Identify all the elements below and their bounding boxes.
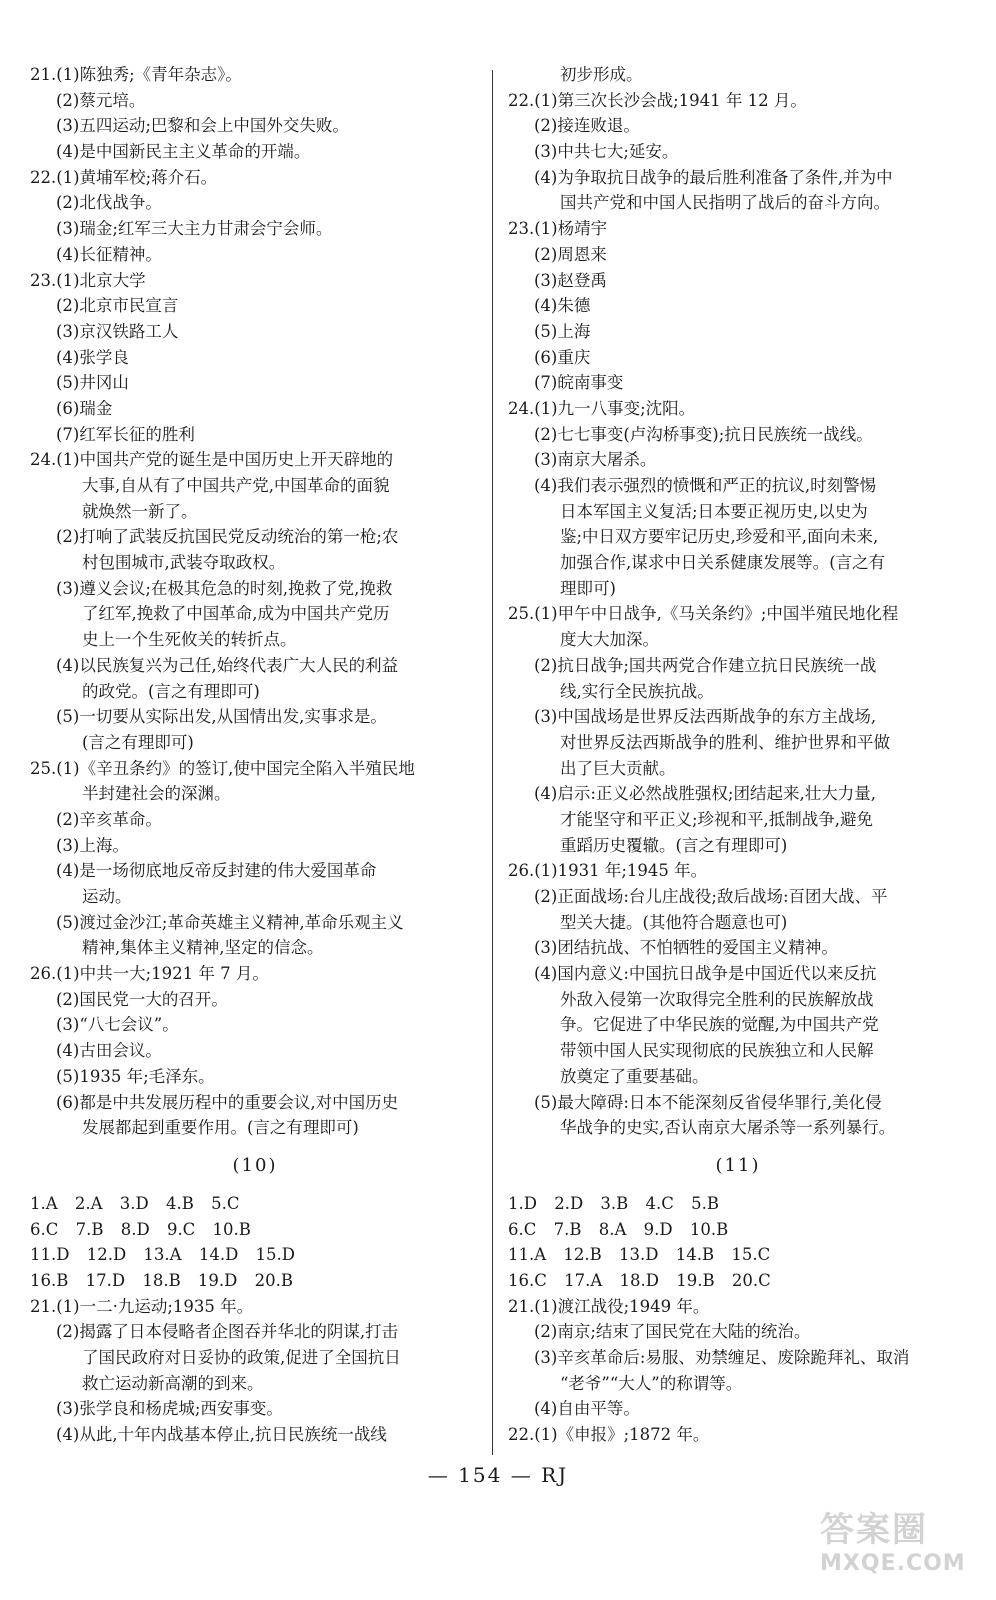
answer-line: (7)红军长征的胜利 bbox=[56, 424, 195, 444]
section-heading: (11) bbox=[715, 1154, 761, 1176]
answer-line: 重蹈历史覆辙。(言之有理即可) bbox=[560, 835, 788, 855]
answer-line: 了国民政府对日妥协的政策,促进了全国抗日 bbox=[82, 1348, 401, 1367]
answer-line: 对世界反法西斯战争的胜利、维护世界和平做 bbox=[560, 732, 890, 752]
page-footer: — 154 — RJ bbox=[427, 1463, 569, 1487]
answer-line: 运动。 bbox=[82, 887, 132, 906]
answer-line: 23.(1)杨靖宇 bbox=[508, 219, 608, 239]
answer-line: (2)辛亥革命。 bbox=[56, 809, 162, 829]
answer-line: (2)七七事变(卢沟桥事变);抗日民族统一战线。 bbox=[534, 424, 873, 444]
choice-answers-row: 6.C 7.B 8.A 9.D 10.B bbox=[508, 1219, 729, 1239]
answer-line: 发展都起到重要作用。(言之有理即可) bbox=[82, 1118, 359, 1138]
answer-line: (5)1935 年;毛泽东。 bbox=[56, 1066, 215, 1086]
answer-line: (6)重庆 bbox=[534, 347, 591, 367]
answer-line: 争。它促进了中华民族的觉醒,为中国共产党 bbox=[560, 1015, 879, 1035]
answer-line: 鉴;中日双方要牢记历史,珍爱和平,面向未来, bbox=[560, 527, 879, 547]
answer-line: (3)南京大屠杀。 bbox=[534, 450, 657, 470]
answer-line: (2)蔡元培。 bbox=[56, 90, 146, 110]
answer-line: 26.(1)1931 年;1945 年。 bbox=[508, 861, 708, 881]
answer-line: 半封建社会的深渊。 bbox=[82, 784, 231, 804]
answer-line: 22.(1)第三次长沙会战;1941 年 12 月。 bbox=[508, 90, 807, 110]
answer-line: (5)上海 bbox=[534, 321, 591, 341]
answer-line: (2)接连败退。 bbox=[534, 116, 640, 136]
answer-line: (2)周恩来 bbox=[534, 244, 607, 264]
choice-answers-row: 16.B 17.D 18.B 19.D 20.B bbox=[30, 1270, 294, 1290]
answer-line: 大事,自从有了中国共产党,中国革命的面貌 bbox=[82, 476, 390, 495]
answer-line: 度大大加深。 bbox=[560, 630, 659, 650]
answer-line: 华战争的史实,否认南京大屠杀等一系列暴行。 bbox=[560, 1118, 896, 1138]
watermark-url: MXQE.COM bbox=[820, 1551, 966, 1576]
answer-line: (3)“八七会议”。 bbox=[56, 1015, 179, 1035]
answer-line: 型关大捷。(其他符合题意也可) bbox=[560, 912, 788, 932]
answer-line: (4)长征精神。 bbox=[56, 244, 162, 264]
answer-line: (4)我们表示强烈的愤慨和严正的抗议,时刻警惕 bbox=[534, 476, 877, 495]
answer-line: (4)张学良 bbox=[56, 347, 129, 367]
choice-answers-row: 16.C 17.A 18.D 19.B 20.C bbox=[508, 1270, 771, 1290]
answer-line: (7)皖南事变 bbox=[534, 373, 624, 393]
answer-line: (3)京汉铁路工人 bbox=[56, 321, 179, 341]
answer-line: (2)打响了武装反抗国民党反动统治的第一枪;农 bbox=[56, 527, 399, 547]
watermark-logo-text: 答案圈 bbox=[820, 1510, 928, 1550]
column-divider bbox=[492, 70, 493, 1455]
answer-line: 外敌入侵第一次取得完全胜利的民族解放战 bbox=[560, 989, 874, 1009]
answer-line: (4)启示:正义必然战胜强权;团结起来,壮大力量, bbox=[534, 784, 876, 804]
answer-line: (4)国内意义:中国抗日战争是中国近代以来反抗 bbox=[534, 964, 877, 984]
answer-line: (6)都是中共发展历程中的重要会议,对中国历史 bbox=[56, 1092, 399, 1112]
answer-line: (4)是中国新民主主义革命的开端。 bbox=[56, 142, 311, 162]
answer-line: (2)抗日战争;国共两党合作建立抗日民族统一战 bbox=[534, 655, 877, 675]
answer-line: 的政党。(言之有理即可) bbox=[82, 681, 260, 701]
answer-line: 救亡运动新高潮的到来。 bbox=[82, 1373, 264, 1393]
answer-line: (4)是一场彻底地反帝反封建的伟大爱国革命 bbox=[56, 861, 377, 881]
answer-line: (3)五四运动;巴黎和会上中国外交失败。 bbox=[56, 116, 349, 136]
answer-line: (2)北京市民宣言 bbox=[56, 296, 179, 316]
answer-line: (4)为争取抗日战争的最后胜利准备了条件,并为中 bbox=[534, 167, 893, 187]
answer-line: (3)中共七大;延安。 bbox=[534, 142, 679, 162]
answer-line: 26.(1)中共一大;1921 年 7 月。 bbox=[30, 964, 269, 984]
answer-line: (言之有理即可) bbox=[82, 732, 194, 752]
choice-answers-row: 11.D 12.D 13.A 14.D 15.D bbox=[30, 1245, 296, 1265]
answer-line: 22.(1)黄埔军校;蒋介石。 bbox=[30, 167, 218, 187]
answer-line: 24.(1)中国共产党的诞生是中国历史上开天辟地的 bbox=[30, 450, 394, 470]
answer-line: 23.(1)北京大学 bbox=[30, 270, 146, 290]
answer-line: (2)南京;结束了国民党在大陆的统治。 bbox=[534, 1322, 811, 1342]
choice-answers-row: 6.C 7.B 8.D 9.C 10.B bbox=[30, 1219, 251, 1239]
answer-line: (5)渡过金沙江;革命英雄主义精神,革命乐观主义 bbox=[56, 912, 404, 932]
answer-line: 21.(1)陈独秀;《青年杂志》。 bbox=[30, 65, 242, 84]
answer-line: (4)自由平等。 bbox=[534, 1399, 640, 1419]
answer-line: (4)从此,十年内战基本停止,抗日民族统一战线 bbox=[56, 1425, 387, 1445]
answer-line: (3)瑞金;红军三大主力甘肃会宁会师。 bbox=[56, 219, 333, 239]
answer-line: 25.(1)甲午中日战争,《马关条约》;中国半殖民地化程 bbox=[508, 604, 899, 624]
answer-line: (2)国民党一大的召开。 bbox=[56, 989, 228, 1009]
answer-line: 加强合作,谋求中日关系健康发展等。(言之有 bbox=[560, 553, 886, 573]
answer-line: 理即可) bbox=[560, 578, 616, 598]
answer-line: (4)古田会议。 bbox=[56, 1041, 162, 1061]
answer-line: (3)张学良和杨虎城;西安事变。 bbox=[56, 1399, 283, 1419]
answer-line: 出了巨大贡献。 bbox=[560, 758, 676, 778]
left-column bbox=[30, 62, 480, 1448]
answer-line: 24.(1)九一八事变;沈阳。 bbox=[508, 398, 696, 418]
choice-answers-row: 11.A 12.B 13.D 14.B 15.C bbox=[508, 1245, 771, 1265]
answer-line: 初步形成。 bbox=[560, 65, 643, 84]
right-column bbox=[508, 62, 968, 1448]
answer-line: (6)瑞金 bbox=[56, 398, 113, 418]
watermark-logo bbox=[820, 1510, 980, 1590]
choice-answers-row: 1.D 2.D 3.B 4.C 5.B bbox=[508, 1193, 720, 1213]
answer-line: 就焕然一新了。 bbox=[82, 501, 198, 521]
answer-line: (5)井冈山 bbox=[56, 373, 129, 393]
answer-line: (2)北伐战争。 bbox=[56, 193, 162, 213]
answer-line: (3)遵义会议;在极其危急的时刻,挽救了党,挽救 bbox=[56, 578, 393, 598]
answer-line: (3)辛亥革命后:易服、劝禁缠足、废除跪拜礼、取消 bbox=[534, 1348, 910, 1367]
section-heading: (10) bbox=[232, 1154, 278, 1176]
answer-line: (4)以民族复兴为己任,始终代表广大人民的利益 bbox=[56, 655, 399, 675]
answer-line: 国共产党和中国人民指明了战后的奋斗方向。 bbox=[560, 193, 890, 213]
answer-line: 21.(1)渡江战役;1949 年。 bbox=[508, 1296, 710, 1316]
answer-line: (2)正面战场:台儿庄战役;敌后战场:百团大战、平 bbox=[534, 887, 888, 906]
answer-line: (3)上海。 bbox=[56, 835, 129, 855]
answer-line: (4)朱德 bbox=[534, 296, 591, 316]
answer-line: 放奠定了重要基础。 bbox=[560, 1066, 709, 1086]
answer-line: 带领中国人民实现彻底的民族独立和人民解 bbox=[560, 1041, 874, 1061]
answer-line: 才能坚守和平正义;珍视和平,抵制战争,避免 bbox=[560, 809, 874, 829]
answer-line: 史上一个生死攸关的转折点。 bbox=[82, 630, 297, 650]
answer-line: 25.(1)《辛丑条约》的签订,使中国完全陷入半殖民地 bbox=[30, 758, 415, 778]
answer-line: 线,实行全民族抗战。 bbox=[560, 681, 714, 701]
answer-line: “老爷”“大人”的称谓等。 bbox=[560, 1373, 743, 1393]
answer-line: 21.(1)一二·九运动;1935 年。 bbox=[30, 1296, 254, 1316]
answer-line: (2)揭露了日本侵略者企图吞并华北的阴谋,打击 bbox=[56, 1322, 399, 1342]
answer-line: 了红军,挽救了中国革命,成为中国共产党历 bbox=[82, 604, 390, 624]
answer-line: 村包围城市,武装夺取政权。 bbox=[82, 553, 286, 573]
answer-line: (3)赵登禹 bbox=[534, 270, 607, 290]
answer-line: 22.(1)《申报》;1872 年。 bbox=[508, 1425, 710, 1445]
answer-line: 精神,集体主义精神,坚定的信念。 bbox=[82, 938, 324, 958]
answer-line: (3)中国战场是世界反法西斯战争的东方主战场, bbox=[534, 707, 877, 727]
answer-line: (3)团结抗战、不怕牺牲的爱国主义精神。 bbox=[534, 938, 838, 958]
answer-line: 日本军国主义复活;日本要正视历史,以史为 bbox=[560, 501, 868, 521]
answer-line: (5)最大障碍:日本不能深刻反省侵华罪行,美化侵 bbox=[534, 1092, 882, 1112]
answer-line: (5)一切要从实际出发,从国情出发,实事求是。 bbox=[56, 707, 387, 727]
choice-answers-row: 1.A 2.A 3.D 4.B 5.C bbox=[30, 1193, 240, 1213]
